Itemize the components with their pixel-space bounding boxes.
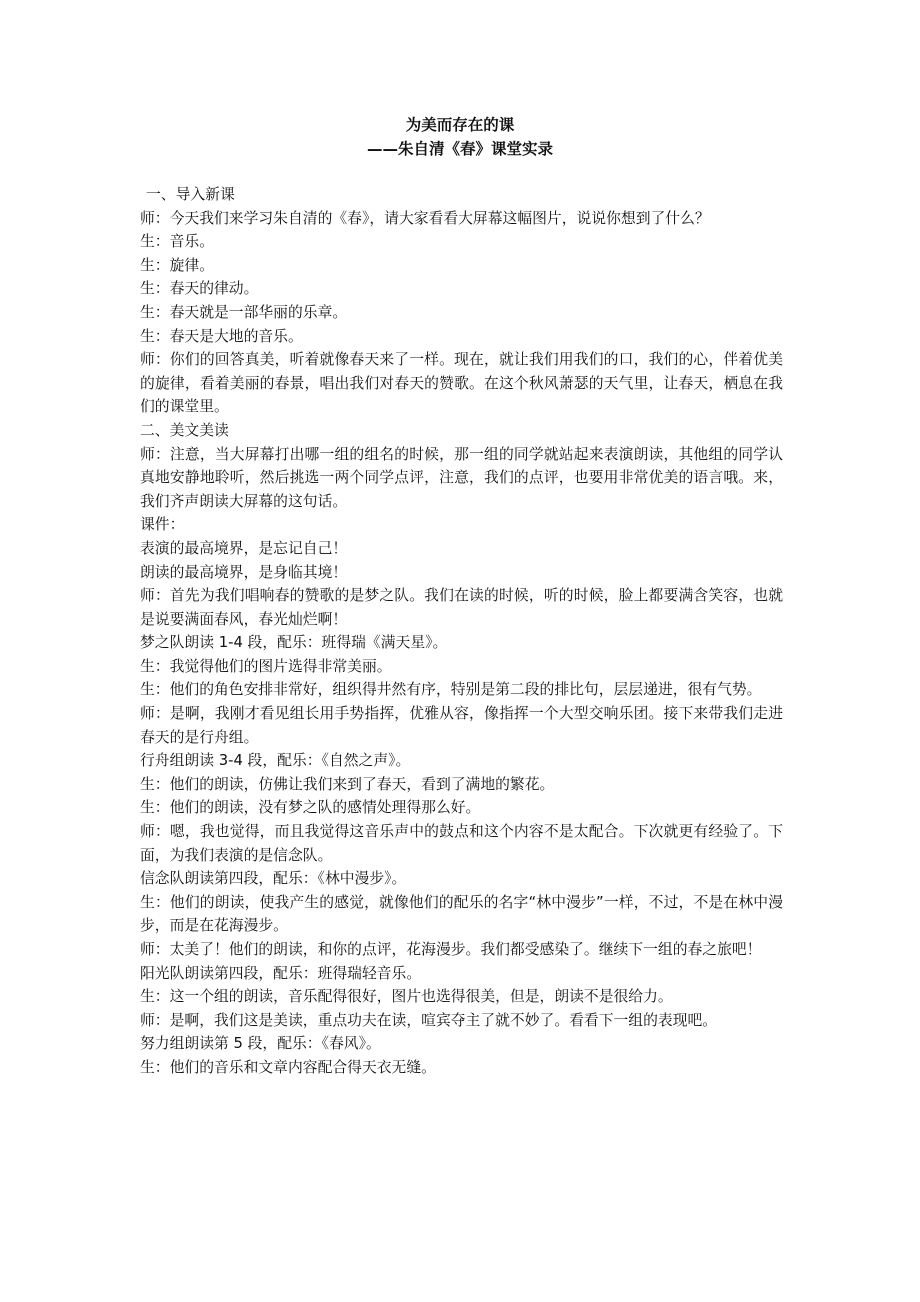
paragraph: 生：他们的朗读，仿佛让我们来到了春天，看到了满地的繁花。 (140, 775, 555, 793)
paragraph: 生：他们的音乐和文章内容配合得天衣无缝。 (140, 1058, 436, 1076)
paragraph: 阳光队朗读第四段，配乐：班得瑞轻音乐。 (140, 964, 422, 982)
paragraph: 师：嗯，我也觉得，而且我觉得这音乐声中的鼓点和这个内容不是太配合。下次就更有经验了。下面，为我们表演的是信念队。 (140, 823, 783, 864)
section-heading-reading: 二、美文美读 (140, 421, 229, 439)
paragraph: 生：旋律。 (140, 256, 214, 274)
paragraph: 师：注意，当大屏幕打出哪一组的组名的时候，那一组的同学就站起来表演朗读，其他组的同学认真地安静地聆听，然后挑选一两个同学点评，注意，我们的点评，也要用非常优美的语言哦。来，我们齐声朗读大屏幕的这句话。 (140, 445, 783, 510)
paragraph: 朗读的最高境界，是身临其境！ (140, 563, 348, 581)
paragraph: 师：太美了！他们的朗读，和你的点评，花海漫步。我们都受感染了。继续下一组的春之旅吧！ (140, 941, 762, 958)
document-subtitle: ——朱自清《春》课堂实录 (366, 140, 553, 158)
section-heading-intro: 一、导入新课 (146, 186, 235, 203)
paragraph: 生：我觉得他们的图片选得非常美丽。 (140, 657, 392, 675)
paragraph: 生：春天是大地的音乐。 (140, 327, 303, 345)
paragraph: 课件： (140, 516, 185, 534)
paragraph: 努力组朗读第 5 段，配乐：《春风》。 (140, 1035, 381, 1053)
paragraph: 信念队朗读第四段，配乐：《林中漫步》。 (140, 870, 407, 888)
paragraph: 行舟组朗读 3-4 段，配乐：《自然之声》。 (140, 752, 411, 770)
paragraph: 师：首先为我们唱响春的赞歌的是梦之队。我们在读的时候，听的时候，脸上都要满含笑容，也就是说要满面春风，春光灿烂啊！ (140, 587, 783, 628)
paragraph: 师：是啊，我刚才看见组长用手势指挥，优雅从容，像指挥一个大型交响乐团。接下来带我们走进春天的是行舟组。 (140, 705, 783, 746)
paragraph: 表演的最高境界，是忘记自己！ (140, 539, 348, 557)
paragraph: 生：他们的角色安排非常好，组织得井然有序，特别是第二段的排比句，层层递进，很有气势。 (140, 681, 762, 699)
paragraph: 生：春天的律动。 (140, 280, 259, 298)
paragraph: 师：今天我们来学习朱自清的《春》，请大家看看大屏幕这幅图片，说说你想到了什么？ (140, 209, 710, 227)
paragraph: 生：他们的朗读，没有梦之队的感情处理得那么好。 (140, 799, 481, 817)
document-title: 为美而存在的课 (405, 116, 515, 134)
paragraph: 梦之队朗读 1-4 段，配乐：班得瑞《满天星》。 (140, 634, 448, 652)
document-body (140, 183, 783, 1080)
paragraph: 生：音乐。 (140, 233, 214, 251)
paragraph: 生：春天就是一部华丽的乐章。 (140, 303, 348, 321)
paragraph: 师：你们的回答真美，听着就像春天来了一样。现在，就让我们用我们的口，我们的心，伴着优美的旋律，看着美丽的春景，唱出我们对春天的赞歌。在这个秋风萧瑟的天气里，让春天，栖息在我们的课堂里。 (140, 351, 783, 416)
title-block (0, 113, 920, 161)
paragraph: 生：他们的朗读，使我产生的感觉，就像他们的配乐的名字“林中漫步”一样，不过，不是在林中漫步，而是在花海漫步。 (140, 893, 783, 935)
paragraph: 生：这一个组的朗读，音乐配得很好，图片也选得很美，但是，朗读不是很给力。 (140, 988, 673, 1006)
paragraph: 师：是啊，我们这是美读，重点功夫在读，喧宾夺主了就不妙了。看看下一组的表现吧。 (140, 1011, 718, 1029)
